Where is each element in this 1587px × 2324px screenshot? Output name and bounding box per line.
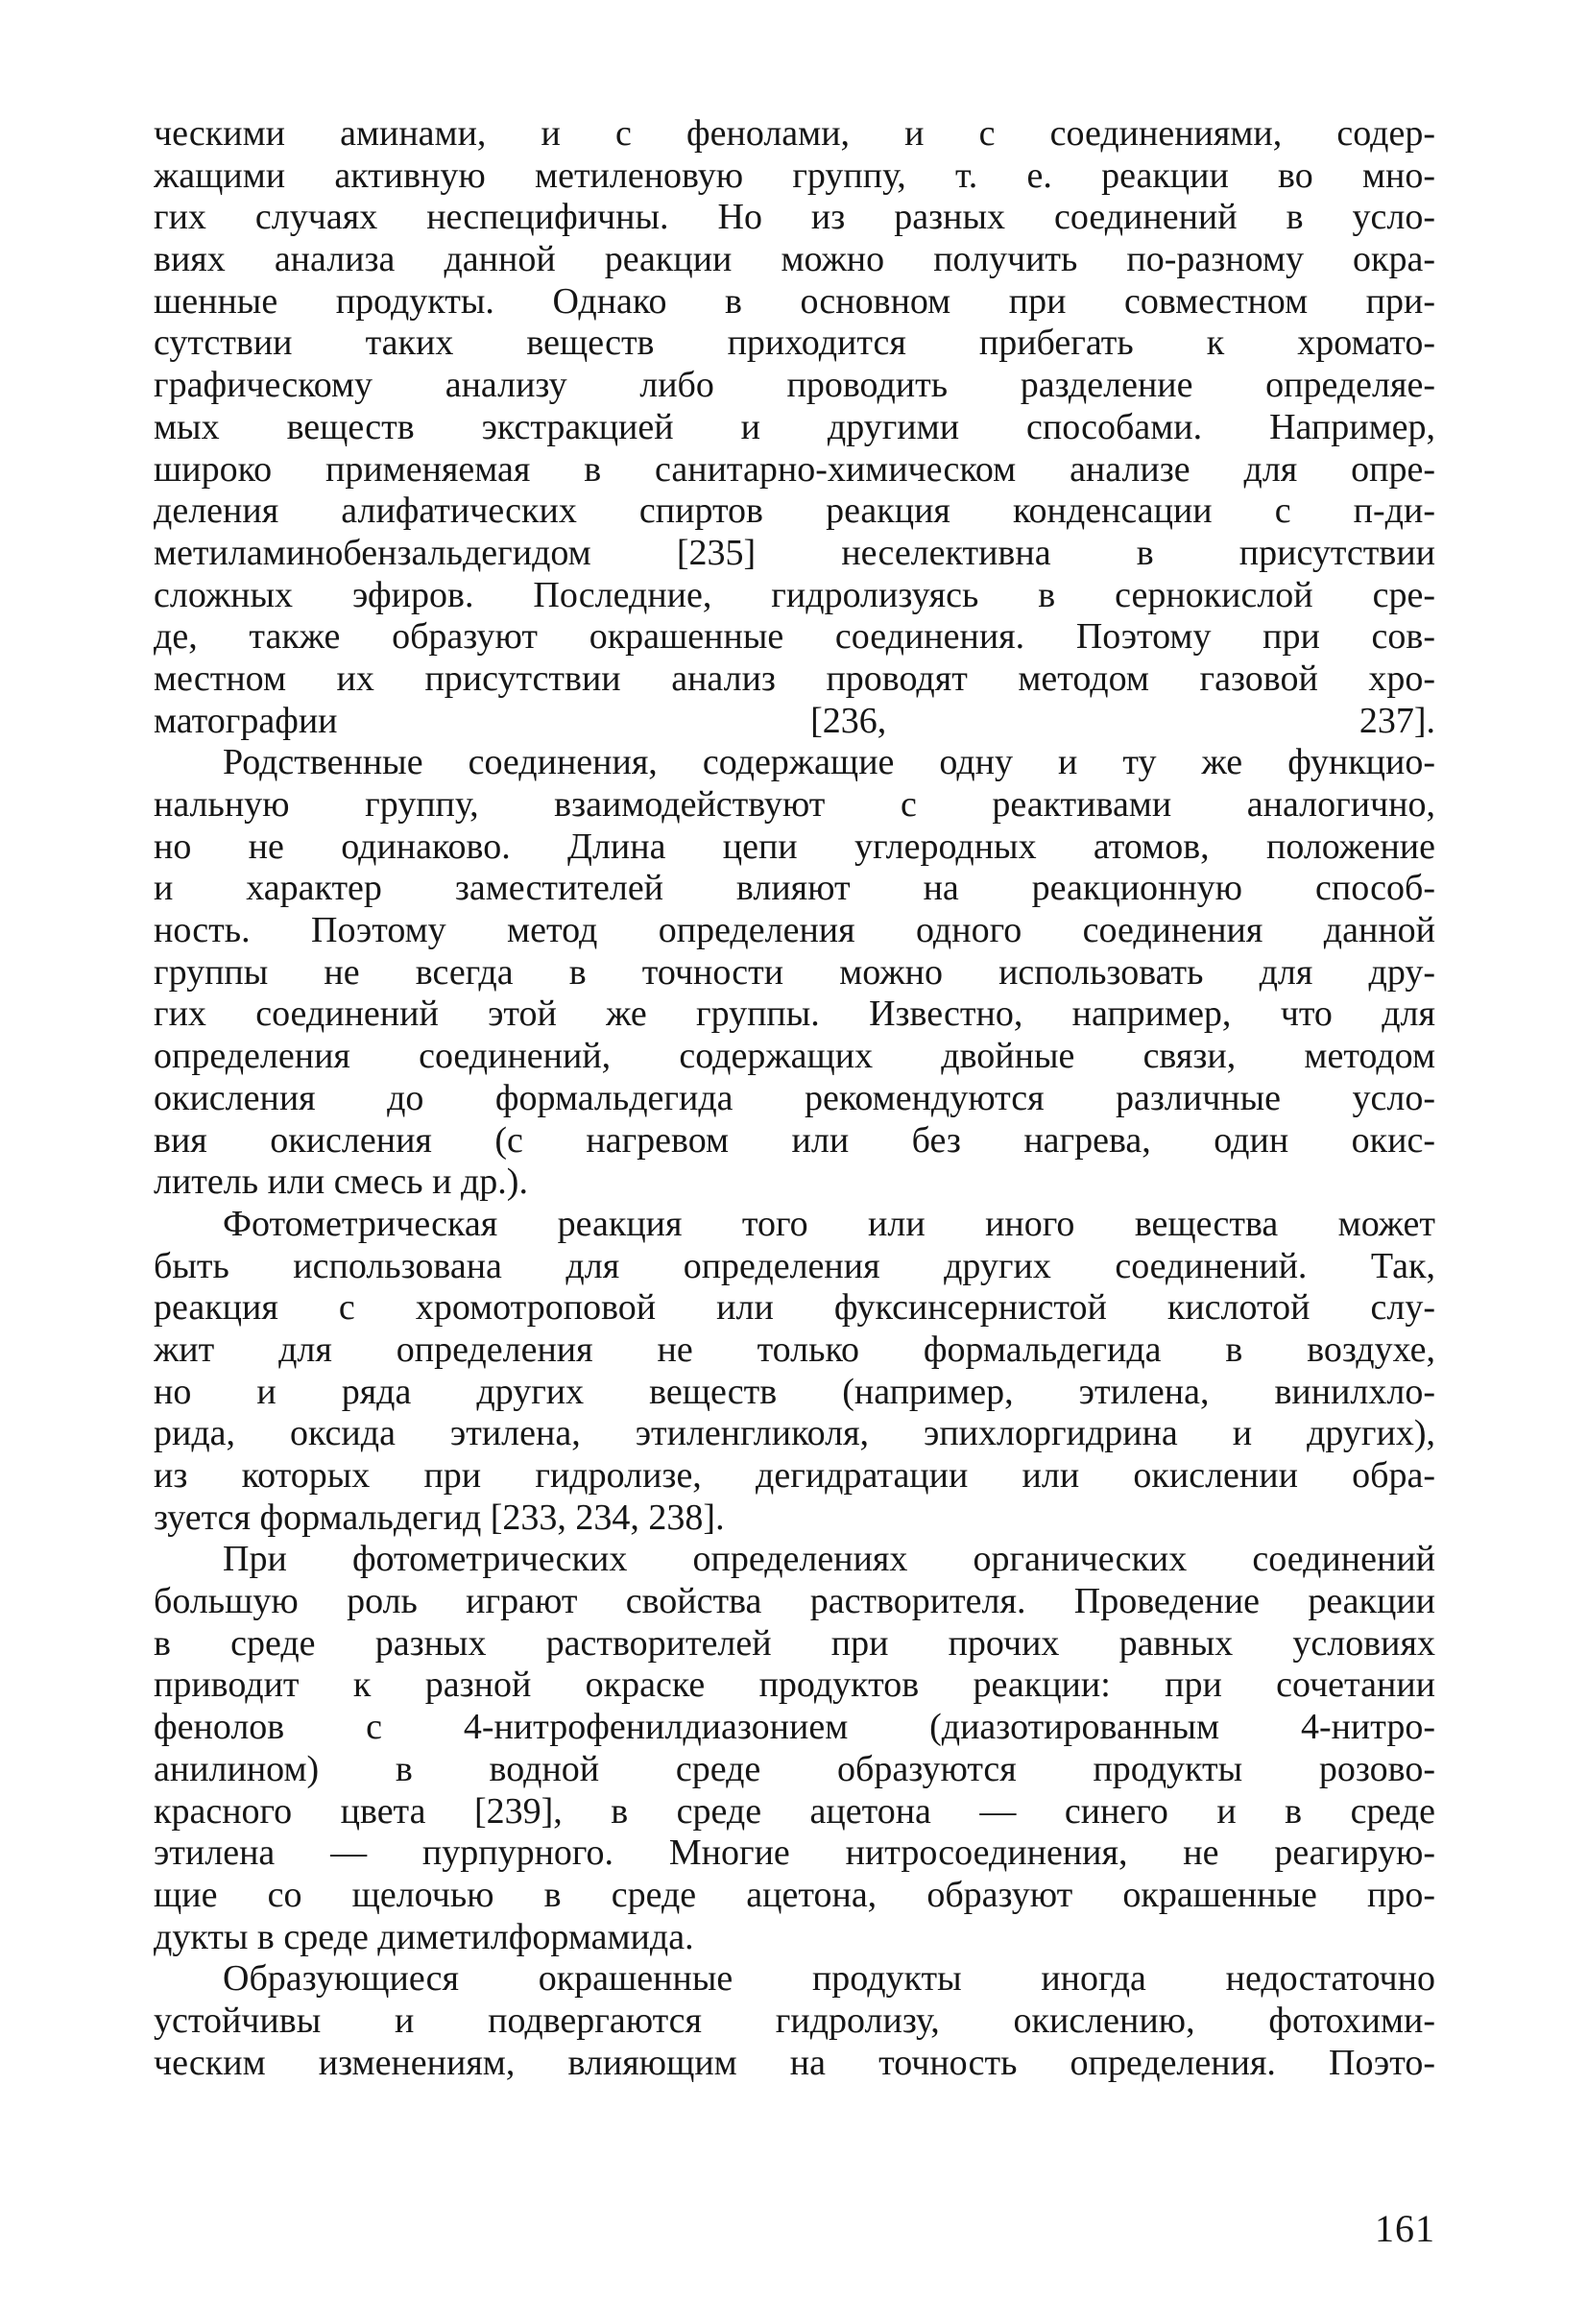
text-line: но не одинаково. Длина цепи углеродных атомов, положение <box>154 826 1435 867</box>
text-line: анилином) в водной среде образуются продукты розово- <box>154 1748 1435 1789</box>
text-line: виях анализа данной реакции можно получить по-разному окра- <box>154 239 1435 280</box>
text-line: де, также образуют окрашенные соединения. Поэтому при сов- <box>154 616 1435 658</box>
text-line: сложных эфиров. Последние, гидролизуясь в сернокислой сре- <box>154 574 1435 615</box>
text-line: этилена — пурпурного. Многие нитросоединения, не реагирую- <box>154 1833 1435 1874</box>
paragraph <box>154 1204 1435 1540</box>
text-line: жащими активную метиленовую группу, т. е. реакции во мно- <box>154 155 1435 196</box>
text-line: Образующиеся окрашенные продукты иногда недостаточно <box>223 1958 1435 2000</box>
page-number: 161 <box>1375 2207 1435 2250</box>
paragraph <box>154 742 1435 1204</box>
text-line: Родственные соединения, содержащие одну и ту же функцио- <box>223 742 1435 783</box>
paragraph <box>154 1539 1435 1958</box>
text-line: большую роль играют свойства растворителя. Проведение реакции <box>154 1581 1435 1622</box>
text-line: окисления до формальдегида рекомендуются различные усло- <box>154 1077 1435 1118</box>
text-line: Фотометрическая реакция того или иного вещества может <box>223 1203 1435 1244</box>
text-line: литель или смесь и др.). <box>154 1162 528 1203</box>
text-line: рида, оксида этилена, этиленгликоля, эпихлоргидрина и других), <box>154 1413 1435 1454</box>
text-line: деления алифатических спиртов реакция конденсации с п-ди- <box>154 491 1435 532</box>
text-line: ческим изменениям, влияющим на точность определения. Поэто- <box>154 2042 1435 2083</box>
text-line: из которых при гидролизе, дегидратации или окислении обра- <box>154 1455 1435 1496</box>
body-text <box>154 113 1435 2084</box>
text-line: метиламинобензальдегидом [235] неселективна в присутствии <box>154 532 1435 573</box>
text-line: щие со щелочью в среде ацетона, образуют окрашенные про- <box>154 1874 1435 1915</box>
text-line: матографии [236, 237]. <box>154 700 1435 741</box>
text-line: но и ряда других веществ (например, этилена, винилхло- <box>154 1371 1435 1412</box>
paragraph <box>154 1958 1435 2084</box>
text-line: быть использована для определения других соединений. Так, <box>154 1245 1435 1286</box>
text-line: ность. Поэтому метод определения одного соединения данной <box>154 910 1435 951</box>
text-line: фенолов с 4-нитрофенилдиазонием (диазотированным 4-нитро- <box>154 1707 1435 1748</box>
paragraph <box>154 113 1435 742</box>
text-line: определения соединений, содержащих двойные связи, методом <box>154 1036 1435 1077</box>
text-line: сутствии таких веществ приходится прибегать к хромато- <box>154 323 1435 364</box>
text-line: устойчивы и подвергаются гидролизу, окислению, фотохими- <box>154 2000 1435 2041</box>
text-line: зуется формальдегид [233, 234, 238]. <box>154 1497 725 1538</box>
text-line: дукты в среде диметилформамида. <box>154 1916 694 1957</box>
text-line: шенные продукты. Однако в основном при совместном при- <box>154 280 1435 322</box>
text-line: местном их присутствии анализ проводят методом газовой хро- <box>154 658 1435 699</box>
text-line: реакция с хромотроповой или фуксинсернистой кислотой слу- <box>154 1287 1435 1329</box>
text-line: красного цвета [239], в среде ацетона — синего и в среде <box>154 1790 1435 1832</box>
text-line: гих соединений этой же группы. Известно, например, что для <box>154 994 1435 1035</box>
text-line: приводит к разной окраске продуктов реакции: при сочетании <box>154 1665 1435 1706</box>
text-line: группы не всегда в точности можно использовать для дру- <box>154 951 1435 993</box>
text-line: При фотометрических определениях органических соединений <box>223 1539 1435 1580</box>
text-line: графическому анализу либо проводить разделение определяе- <box>154 365 1435 406</box>
text-line: и характер заместителей влияют на реакционную способ- <box>154 868 1435 909</box>
text-line: вия окисления (с нагревом или без нагрева, один окис- <box>154 1119 1435 1161</box>
text-line: мых веществ экстракцией и другими способами. Например, <box>154 406 1435 447</box>
text-line: в среде разных растворителей при прочих равных условиях <box>154 1622 1435 1664</box>
text-line: широко применяемая в санитарно-химическом анализе для опре- <box>154 448 1435 490</box>
text-line: нальную группу, взаимодействуют с реактивами аналогично, <box>154 784 1435 825</box>
text-line: гих случаях неспецифичны. Но из разных соединений в усло- <box>154 197 1435 238</box>
text-line: ческими аминами, и с фенолами, и с соединениями, содер- <box>154 113 1435 154</box>
text-line: жит для определения не только формальдегида в воздухе, <box>154 1329 1435 1370</box>
